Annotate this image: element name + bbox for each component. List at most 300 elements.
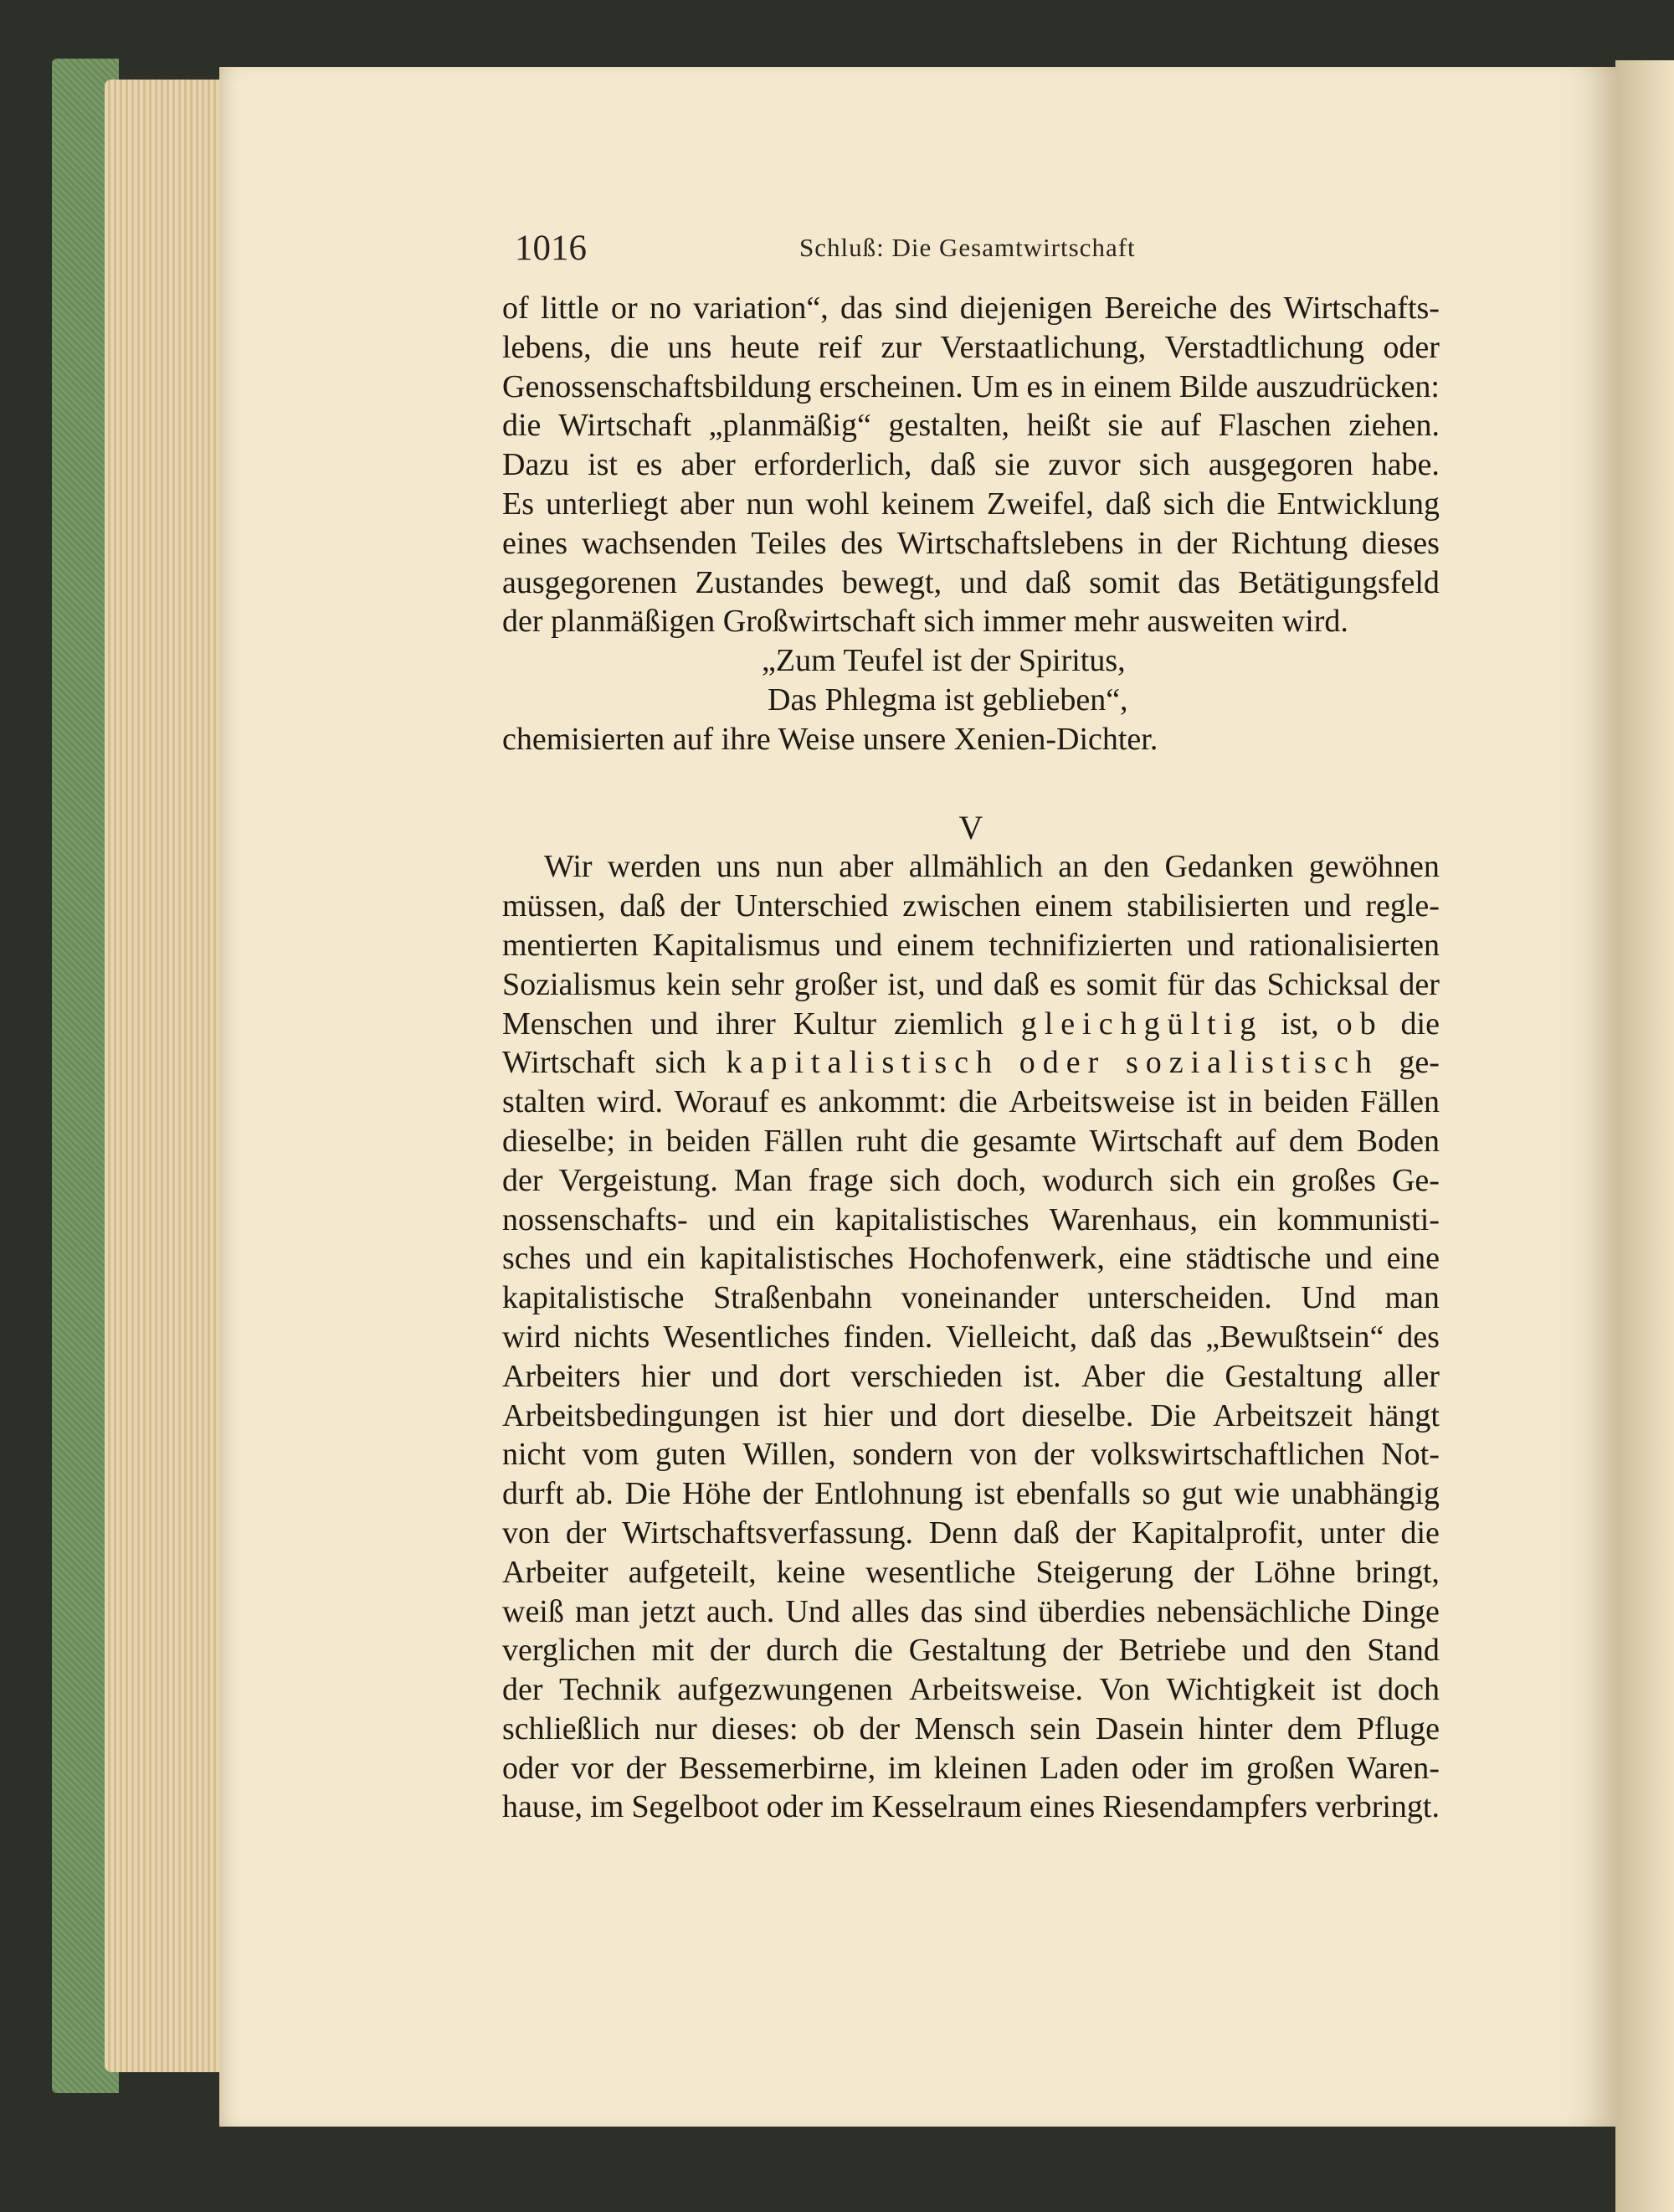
word: von — [502, 1515, 550, 1551]
word: uns — [667, 329, 712, 365]
text-line — [502, 485, 1440, 524]
word: dort — [953, 1397, 1005, 1433]
word: Arbeiter — [502, 1554, 608, 1590]
paragraph — [502, 847, 1440, 1827]
word: Wir — [544, 849, 593, 885]
word: Man — [733, 1162, 793, 1198]
word: Mensch — [914, 1710, 1015, 1746]
word: mit — [651, 1633, 695, 1669]
word: sich — [655, 1045, 706, 1081]
word: sehr — [731, 966, 784, 1002]
word: Um — [971, 368, 1019, 404]
paragraph-lines — [502, 289, 1440, 602]
word: aufgeteilt, — [628, 1554, 757, 1590]
text-line — [502, 1161, 1440, 1201]
word: es — [1026, 368, 1054, 404]
word: und — [1241, 1633, 1290, 1669]
word: hinter — [1198, 1710, 1273, 1746]
word: heißt — [1026, 408, 1091, 444]
word: dort — [778, 1358, 830, 1394]
page-header — [515, 228, 1465, 270]
word: nebensächliche — [1156, 1593, 1351, 1629]
word: little — [540, 291, 599, 326]
word: und — [707, 1201, 756, 1237]
word: allmählich — [908, 849, 1044, 885]
text-line — [502, 965, 1440, 1005]
word: durch — [766, 1633, 839, 1669]
word: erforderlich, — [753, 447, 912, 483]
word: Hochofenwerk, — [907, 1241, 1105, 1277]
word: kein — [665, 966, 721, 1002]
word: zuvor — [1048, 447, 1121, 483]
word: aller — [1383, 1358, 1440, 1394]
word: sind — [895, 291, 948, 326]
word: der — [502, 1672, 543, 1708]
word: der — [1399, 966, 1440, 1002]
word: Bessemerbirne, — [678, 1750, 876, 1786]
text-line — [502, 289, 1440, 328]
text-line — [502, 1670, 1440, 1710]
word: Wesentliches — [663, 1319, 830, 1355]
word: Wirtschafts- — [1283, 291, 1440, 326]
word: somit — [1089, 564, 1160, 600]
word: ob — [813, 1710, 845, 1746]
text-line — [502, 368, 1440, 407]
word: voneinander — [901, 1280, 1059, 1316]
word: und — [584, 1241, 633, 1277]
section-spacer — [502, 759, 1440, 809]
text-line — [502, 524, 1440, 563]
word: sein — [1030, 1710, 1081, 1746]
word: gestalten, — [888, 408, 1010, 444]
word: Schicksal — [1266, 966, 1389, 1002]
word: es — [635, 447, 663, 483]
word: städtische — [1185, 1241, 1312, 1277]
word: und — [959, 564, 1008, 600]
spaced-emphasis: gleichgültig — [1020, 1006, 1264, 1042]
text-line — [502, 1278, 1440, 1318]
word: Worauf — [674, 1084, 769, 1120]
word: der — [709, 1633, 751, 1669]
word: gesamte — [972, 1123, 1076, 1159]
word: unterliegt — [546, 486, 668, 522]
word: Vielleicht, — [946, 1319, 1078, 1355]
word: der — [859, 1710, 900, 1746]
word: sind — [973, 1593, 1027, 1629]
spaced-emphasis: sozialistisch — [1125, 1045, 1379, 1081]
text-line — [502, 406, 1440, 445]
word: dem — [1288, 1123, 1344, 1159]
text-line — [502, 1043, 1440, 1083]
word: Warenhaus, — [1049, 1201, 1199, 1237]
word: stabilisierten — [1127, 888, 1290, 924]
word: doch — [1378, 1672, 1440, 1708]
word: und — [711, 1358, 759, 1394]
word: das — [920, 1593, 963, 1629]
word: kapitalistisches — [699, 1241, 894, 1277]
word: stalten — [502, 1084, 586, 1120]
word: des — [1229, 291, 1272, 326]
word: von — [969, 1437, 1018, 1473]
word: vom — [582, 1437, 639, 1473]
word: daß — [1024, 564, 1071, 600]
word: habe. — [1371, 447, 1440, 483]
word: Wirtschaftslebens — [896, 525, 1124, 561]
word: Arbeitsbedingungen — [502, 1397, 761, 1433]
word: verschieden — [850, 1358, 1003, 1394]
word: nichts — [573, 1319, 650, 1355]
word: wesentliche — [865, 1554, 1016, 1590]
text-line — [502, 328, 1440, 368]
word: wird — [502, 1319, 561, 1355]
word: großes — [1291, 1162, 1376, 1198]
word: Richtung — [1230, 525, 1348, 561]
word: Arbeitsweise — [1009, 1084, 1175, 1120]
word: Not- — [1381, 1437, 1440, 1473]
word: Kapitalismus — [652, 927, 821, 963]
word: somit — [1086, 966, 1158, 1002]
word: dieses — [1362, 525, 1440, 561]
text-line — [502, 1710, 1440, 1749]
word: eine — [1118, 1241, 1172, 1277]
word: no — [649, 291, 681, 326]
word: und — [650, 1006, 699, 1042]
word: Kesselraum — [871, 1789, 1022, 1825]
word: kapitalistisches — [834, 1201, 1030, 1237]
word: eines — [1030, 1789, 1096, 1825]
word: werden — [607, 849, 701, 885]
word: im — [590, 1789, 624, 1825]
word: Die — [1150, 1397, 1197, 1433]
word: im — [887, 1750, 922, 1786]
word: die — [1226, 486, 1266, 522]
word: der — [1176, 525, 1218, 561]
word: daß — [619, 888, 666, 924]
word: Dazu — [502, 447, 570, 483]
word: nur — [655, 1710, 697, 1746]
word: daß — [930, 447, 977, 483]
word: der — [1075, 1515, 1117, 1551]
word: Denn — [928, 1515, 999, 1551]
word: die — [958, 1084, 998, 1120]
word: ruht — [855, 1123, 908, 1159]
word: auch. — [706, 1593, 775, 1629]
word: erscheinen. — [819, 368, 963, 404]
word: der — [1034, 1437, 1075, 1473]
word: ihrer — [716, 1006, 776, 1042]
word: or — [610, 291, 638, 326]
word: sie — [1107, 408, 1143, 444]
word: ein — [646, 1241, 686, 1277]
word: großer — [793, 966, 878, 1002]
word: rationalisierten — [1249, 927, 1440, 963]
word: Fällen — [1359, 1084, 1440, 1120]
word: frage — [808, 1162, 874, 1198]
word: Verstadtlichung — [1164, 329, 1365, 365]
text-line — [502, 847, 1440, 887]
word: verbringt. — [1315, 1789, 1440, 1825]
word: und — [1186, 927, 1235, 963]
word: wie — [1234, 1476, 1280, 1512]
text-line — [502, 1592, 1440, 1632]
word: im — [1200, 1750, 1235, 1786]
word: die — [1400, 1006, 1440, 1042]
word: Sozialismus — [502, 966, 656, 1002]
word: Menschen — [502, 1006, 634, 1042]
word: sich — [1169, 1162, 1221, 1198]
word: diejenigen — [959, 291, 1092, 326]
word: Betätigungsfeld — [1238, 564, 1440, 600]
word: einem — [1035, 888, 1113, 924]
word: so — [1142, 1476, 1171, 1512]
word: des — [1397, 1319, 1440, 1355]
word: Pfluge — [1356, 1710, 1440, 1746]
word: ist — [776, 1397, 807, 1433]
word: wachsenden — [581, 525, 737, 561]
text-line — [502, 1514, 1440, 1553]
word: die — [609, 329, 650, 365]
word: einem — [896, 927, 975, 963]
word: nicht — [502, 1437, 566, 1473]
word: der — [565, 1515, 607, 1551]
word: Höhe — [682, 1476, 752, 1512]
word: ist, — [887, 966, 926, 1002]
word: ein — [1236, 1162, 1276, 1198]
word: die — [1165, 1358, 1204, 1394]
spaced-emphasis: kapitalistisch — [726, 1045, 1000, 1081]
word: Gedanken — [1164, 849, 1294, 885]
word: Kapitalprofit, — [1131, 1515, 1304, 1551]
word: daß — [1090, 1319, 1137, 1355]
word: Wirtschaft — [502, 1045, 635, 1081]
paragraph-lines — [502, 1083, 1440, 1827]
word: lebens, — [502, 329, 592, 365]
text-line — [502, 1397, 1440, 1436]
word: zwischen — [902, 888, 1021, 924]
word: ziehen. — [1348, 408, 1440, 444]
word: variation“, — [693, 291, 829, 326]
text-line — [502, 887, 1440, 926]
word: Laden — [1040, 1750, 1120, 1786]
word: sich — [1138, 447, 1190, 483]
word: und — [889, 1397, 937, 1433]
word: in — [1137, 525, 1163, 561]
text-line — [502, 1122, 1440, 1161]
word: Technik — [558, 1672, 661, 1708]
word: Zustandes — [695, 564, 824, 600]
word: das — [1214, 966, 1257, 1002]
text-line — [502, 1788, 1440, 1827]
word: an — [1058, 849, 1089, 885]
word: ist — [1186, 1084, 1217, 1120]
word: sich — [889, 1162, 941, 1198]
paragraph — [502, 289, 1440, 641]
word: hängt — [1368, 1397, 1440, 1433]
word: heute — [730, 329, 800, 365]
word: Verstaatlichung, — [940, 329, 1147, 365]
word: Genossenschaftsbildung — [502, 368, 812, 404]
word: dem — [1286, 1710, 1343, 1746]
word: dieselbe. — [1021, 1397, 1134, 1433]
text-line — [502, 1553, 1440, 1592]
verse-attribution: chemisierten auf ihre Weise unsere Xenien-Dichter. — [502, 721, 1158, 757]
word: ist — [588, 447, 618, 483]
word: Kultur — [793, 1006, 876, 1042]
word: aufgezwungenen — [677, 1672, 893, 1708]
word: der — [502, 1162, 543, 1198]
word: im — [830, 1789, 865, 1825]
word: oder — [766, 1789, 824, 1825]
word: Und — [785, 1593, 840, 1629]
word: kommunisti- — [1276, 1201, 1440, 1237]
word: „planmäßig“ — [708, 408, 871, 444]
word: bringt, — [1355, 1554, 1440, 1590]
word: es — [1049, 966, 1076, 1002]
word: auf — [1235, 1123, 1276, 1159]
word: das — [1149, 1319, 1193, 1355]
word: Segelboot — [631, 1789, 759, 1825]
word: Arbeitszeit — [1212, 1397, 1353, 1433]
word: volkswirtschaftlichen — [1091, 1437, 1365, 1473]
word: vor — [571, 1750, 614, 1786]
text-line — [502, 1201, 1440, 1240]
word: überdies — [1037, 1593, 1146, 1629]
word: ist. — [1023, 1358, 1061, 1394]
word: hause, — [502, 1789, 583, 1825]
word: oder — [502, 1750, 559, 1786]
word: reif — [818, 329, 863, 365]
word: „Bewußtsein“ — [1205, 1319, 1384, 1355]
word: zur — [881, 329, 922, 365]
running-title: Schluß: Die Gesamtwirtschaft — [799, 233, 1136, 262]
word: durft — [502, 1476, 564, 1512]
word: eines — [502, 525, 568, 561]
word: ausgegoren — [1208, 447, 1353, 483]
word: auszudrücken: — [1256, 368, 1440, 404]
word: keine — [776, 1554, 845, 1590]
word: die — [854, 1633, 893, 1669]
word: es — [780, 1084, 807, 1120]
word: das — [1178, 564, 1220, 600]
word: ist — [1331, 1672, 1362, 1708]
word: dieses: — [711, 1710, 798, 1746]
word: nossenschafts- — [502, 1201, 688, 1237]
text-line — [502, 1474, 1440, 1514]
word: ist — [974, 1476, 1005, 1512]
word: mentierten — [502, 927, 639, 963]
word: der — [763, 1476, 804, 1512]
word: ebenfalls — [1015, 1476, 1131, 1512]
word: kleinen — [933, 1750, 1028, 1786]
word: großen — [1245, 1750, 1335, 1786]
word: und — [1303, 888, 1352, 924]
word: die — [920, 1123, 959, 1159]
word: regle- — [1365, 888, 1440, 924]
word: den — [1305, 1633, 1352, 1669]
word: Gestaltung — [908, 1633, 1047, 1669]
word: Flaschen — [1218, 408, 1332, 444]
word: Boden — [1356, 1123, 1440, 1159]
word: schließlich — [502, 1710, 640, 1746]
word: Dinge — [1362, 1593, 1440, 1629]
word: Wirtschaftsverfassung. — [622, 1515, 913, 1551]
word: daß — [1105, 486, 1152, 522]
word: ausgegorenen — [502, 564, 677, 600]
word: gut — [1181, 1476, 1223, 1512]
word: wodurch — [1042, 1162, 1154, 1198]
word: beiden — [665, 1123, 751, 1159]
word: unterscheiden. — [1087, 1280, 1272, 1316]
word: den — [1103, 849, 1150, 885]
word: der — [1062, 1633, 1103, 1669]
word: Die — [624, 1476, 671, 1512]
word: sie — [994, 447, 1030, 483]
word: die — [502, 408, 542, 444]
word: finden. — [843, 1319, 933, 1355]
word: wird. — [596, 1084, 663, 1120]
word: in — [1227, 1084, 1253, 1120]
word: einem — [1093, 368, 1172, 404]
word: Steigerung — [1035, 1554, 1173, 1590]
word: Zweifel, — [986, 486, 1094, 522]
word: in — [1060, 368, 1086, 404]
text-line — [502, 1239, 1440, 1278]
word: Aber — [1081, 1358, 1146, 1394]
word: Es — [502, 486, 534, 522]
word: hier — [823, 1397, 873, 1433]
word: oder — [1131, 1750, 1189, 1786]
word: guten — [655, 1437, 727, 1473]
text-line — [502, 1435, 1440, 1474]
word: auf — [1160, 408, 1201, 444]
word: der — [680, 888, 721, 924]
word: Von — [1099, 1672, 1151, 1708]
word: Und — [1301, 1280, 1356, 1316]
word: beiden — [1264, 1084, 1349, 1120]
text-line — [502, 926, 1440, 965]
word: aber — [839, 849, 894, 885]
word: für — [1167, 966, 1204, 1002]
word: bewegt, — [841, 564, 942, 600]
word: nun — [746, 486, 794, 522]
word: Wirtschaft — [1089, 1123, 1223, 1159]
word: oder — [1383, 329, 1440, 365]
word: Ge- — [1391, 1162, 1440, 1198]
word: man — [1384, 1280, 1440, 1316]
word: daß — [1013, 1515, 1060, 1551]
word: gewöhnen — [1308, 849, 1440, 885]
word: technifizierten — [988, 927, 1173, 963]
word: jetzt — [640, 1593, 696, 1629]
text-line — [502, 1083, 1440, 1122]
word: Gestaltung — [1225, 1358, 1363, 1394]
word: Dasein — [1095, 1710, 1184, 1746]
word: Willen, — [742, 1437, 836, 1473]
word: unter — [1319, 1515, 1385, 1551]
word: kapitalistische — [502, 1280, 685, 1316]
word: ziemlich — [893, 1006, 1004, 1042]
word: Bereiche — [1104, 291, 1218, 326]
word: aber — [679, 486, 735, 522]
word: ge- — [1399, 1045, 1440, 1081]
word: ist, — [1281, 1006, 1319, 1042]
word: verglichen — [502, 1633, 636, 1669]
text-line — [502, 1005, 1440, 1044]
word: Straßenbahn — [713, 1280, 873, 1316]
page-number: 1016 — [515, 229, 587, 268]
word: müssen, — [502, 888, 606, 924]
verse-line: „Zum Teufel ist der Spiritus, — [762, 643, 1126, 679]
